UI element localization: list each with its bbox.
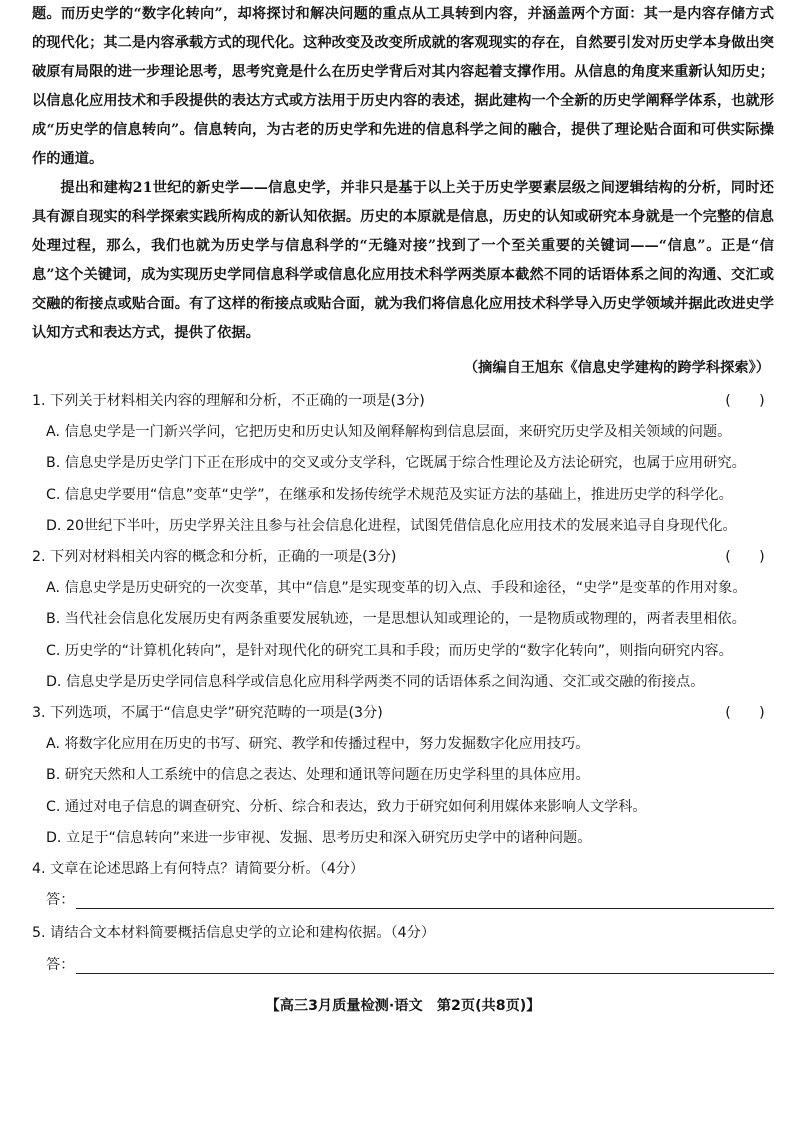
question-stem-text: 2. 下列对材料相关内容的概念和分析，正确的一项是(3分) bbox=[32, 549, 397, 566]
option-c[interactable]: C. 信息史学要用“信息”变革“史学”，在继承和发扬传统学术规范及实证方法的基础上，推进历史学的科学化。 bbox=[46, 486, 733, 503]
question-list bbox=[32, 386, 774, 981]
question-4 bbox=[32, 854, 774, 916]
passage-paragraph-2: 提出和建构21世纪的新史学——信息史学，并非只是基于以上关于历史学要素层级之间逻辑结构的分析，同时还具有源自现实的科学探索实践所构成的新认知依据。历史的本原就是信息，历史的认知或研究本身就是一个完整的信息处理过程，那么，我们也就为历史学与信息科学的“无缝对接”找到了一个至关重要的关键词——“信息”。正是“信息”这个关键词，成为实现历史学同信息科学或信息化应用技术科学两类原本截然不同的话语体系之间的沟通、交汇或交融的衔接点或贴合面。有了这样的衔接点或贴合面，就为我们将信息化应用技术科学导入历史学领域并据此改进史学认知方式和表达方式，提供了依据。 bbox=[32, 180, 774, 341]
option-a[interactable]: A. 信息史学是历史研究的一次变革，其中“信息”是实现变革的切入点、手段和途径，“史学”是变革的作用对象。 bbox=[46, 580, 747, 597]
option-a[interactable]: A. 将数字化应用在历史的书写、研究、教学和传播过程中，努力发掘数字化应用技巧。 bbox=[46, 736, 590, 753]
answer-line[interactable] bbox=[76, 953, 774, 974]
answer-paren[interactable]: ( ) bbox=[725, 705, 765, 722]
question-stem bbox=[32, 854, 774, 885]
question-stem-text: 1. 下列关于材料相关内容的理解和分析，不正确的一项是(3分) bbox=[32, 393, 425, 409]
answer-area bbox=[32, 885, 774, 916]
question-2 bbox=[32, 542, 774, 698]
passage-paragraph-1: 题。而历史学的“数字化转向”，却将探讨和解决问题的重点从工具转到内容，并涵盖两个方面：其一是内容存储方式的现代化；其二是内容承载方式的现代化。这种改变及改变所成就的客观现实的存在，自然要引发对历史学本身做出突破原有局限的进一步理论思考，思考究竟是什么在历史学背后对其内容起着支撑作用。从信息的角度来重新认知历史；以信息化应用技术和手段提供的表达方式或方法用于历史内容的表述，据此建构一个全新的历史学阐释学体系，也就形成“历史学的信息转向”。信息转向，为古老的历史学和先进的信息科学之间的融合，提供了理论贴合面和可供实际操作的通道。 bbox=[32, 6, 774, 167]
option-c[interactable]: C. 通过对电子信息的调查研究、分析、综合和表达，致力于研究如何利用媒体来影响人文学科。 bbox=[46, 798, 647, 815]
answer-paren[interactable]: ( ) bbox=[725, 393, 765, 409]
option-c[interactable]: C. 历史学的“计算机化转向”，是针对现代化的研究工具和手段；而历史学的“数字化转向”，则指向研究内容。 bbox=[46, 642, 733, 659]
question-stem bbox=[32, 918, 774, 949]
question-3 bbox=[32, 698, 774, 854]
option-a[interactable]: A. 信息史学是一门新兴学问，它把历史和历史认知及阐释解构到信息层面，来研究历史学及相关领域的问题。 bbox=[46, 424, 732, 441]
question-stem-text: 5. 请结合文本材料简要概括信息史学的立论和建构依据。（4分） bbox=[32, 925, 436, 942]
question-5 bbox=[32, 918, 774, 980]
question-stem-text: 4. 文章在论述思路上有何特点？请简要分析。（4分） bbox=[32, 861, 365, 878]
option-d[interactable]: D. 信息史学是历史学同信息科学或信息化应用科学两类不同的话语体系之间沟通、交汇或交融的衔接点。 bbox=[46, 673, 705, 690]
question-1 bbox=[32, 386, 774, 542]
option-b[interactable]: B. 当代社会信息化发展历史有两条重要发展轨迹，一是思想认知或理论的，一是物质或物理的，两者表里相依。 bbox=[46, 611, 746, 628]
reading-passage bbox=[32, 0, 774, 383]
question-stem-text: 3. 下列选项，不属于“信息史学”研究范畴的一项是(3分) bbox=[32, 705, 383, 722]
question-stem bbox=[32, 386, 774, 417]
answer-line[interactable] bbox=[76, 888, 774, 909]
page-footer: 【高三3月质量检测·语文 第2页(共8页)】 bbox=[265, 997, 541, 1014]
option-b[interactable]: B. 研究天然和人工系统中的信息之表达、处理和通讯等问题在历史学科里的具体应用。 bbox=[46, 767, 590, 784]
question-stem bbox=[32, 698, 774, 729]
question-stem bbox=[32, 542, 774, 573]
option-b[interactable]: B. 信息史学是历史学门下正在形成中的交叉或分支学科，它既属于综合性理论及方法论研究，也属于应用研究。 bbox=[46, 455, 746, 472]
answer-label: 答： bbox=[46, 956, 75, 973]
option-d[interactable]: D. 立足于“信息转向”来进一步审视、发掘、思考历史和深入研究历史学中的诸种问题。 bbox=[46, 829, 592, 846]
answer-paren[interactable]: ( ) bbox=[725, 549, 765, 566]
option-d[interactable]: D. 20世纪下半叶，历史学界关注且参与社会信息化进程，试图凭借信息化应用技术的发展来追寻自身现代化。 bbox=[46, 517, 737, 534]
answer-area bbox=[32, 950, 774, 981]
answer-label: 答： bbox=[46, 892, 75, 909]
passage-source: （摘编自王旭东《信息史学建构的跨学科探索》） bbox=[463, 360, 770, 376]
